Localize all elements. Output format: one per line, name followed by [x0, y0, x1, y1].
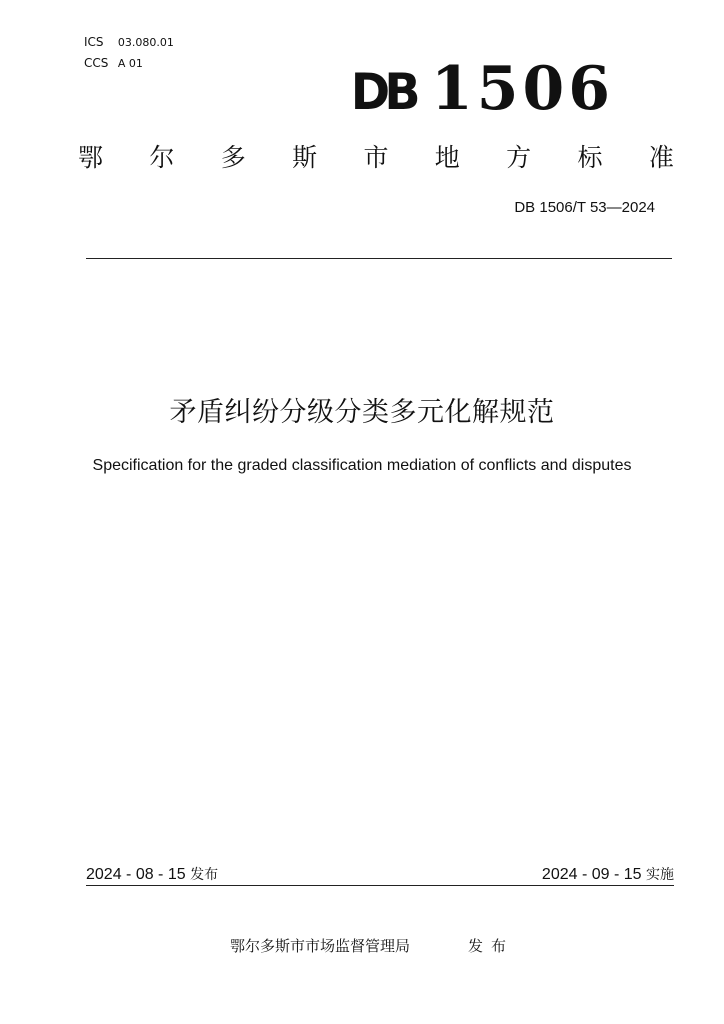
authority-char: 标 — [577, 143, 603, 172]
authority-char: 多 — [220, 143, 246, 172]
implement-label: 实施 — [646, 867, 674, 883]
header-divider — [86, 258, 672, 259]
authority-char: 尔 — [149, 143, 175, 172]
authority-char: 方 — [506, 143, 532, 172]
publish-word: 发布 — [468, 937, 515, 955]
standard-authority — [78, 141, 674, 175]
document-title-cn: 矛盾纠纷分级分类多元化解规范 — [169, 397, 555, 428]
ccs-line — [84, 56, 143, 71]
authority-char: 地 — [434, 143, 460, 172]
ics-label: ICS — [84, 35, 104, 49]
ics-value: 03.080.01 — [117, 36, 174, 49]
db-logo-letters: DB — [351, 63, 416, 121]
issue-date-line — [86, 865, 218, 885]
publisher: 鄂尔多斯市市场监督管理局 — [230, 937, 411, 955]
implement-date-line — [542, 865, 674, 885]
ics-line — [84, 35, 174, 50]
issue-label: 发布 — [190, 867, 219, 883]
db-logo — [349, 56, 614, 125]
ccs-value: A 01 — [117, 57, 143, 70]
issue-date: 2024 - 08 - 15 — [86, 866, 186, 883]
db-logo-number: 1506 — [431, 54, 614, 124]
document-title-en: Specification for the graded classification mediation of conflicts and disputes — [92, 457, 632, 474]
authority-char: 准 — [648, 143, 674, 172]
standard-code: DB 1506/T 53—2024 — [514, 199, 655, 216]
authority-char: 市 — [363, 143, 389, 172]
implement-date: 2024 - 09 - 15 — [541, 866, 642, 883]
authority-char: 鄂 — [78, 143, 104, 172]
authority-char: 斯 — [292, 143, 318, 172]
ccs-label: CCS — [84, 56, 109, 70]
footer-divider — [86, 885, 674, 886]
